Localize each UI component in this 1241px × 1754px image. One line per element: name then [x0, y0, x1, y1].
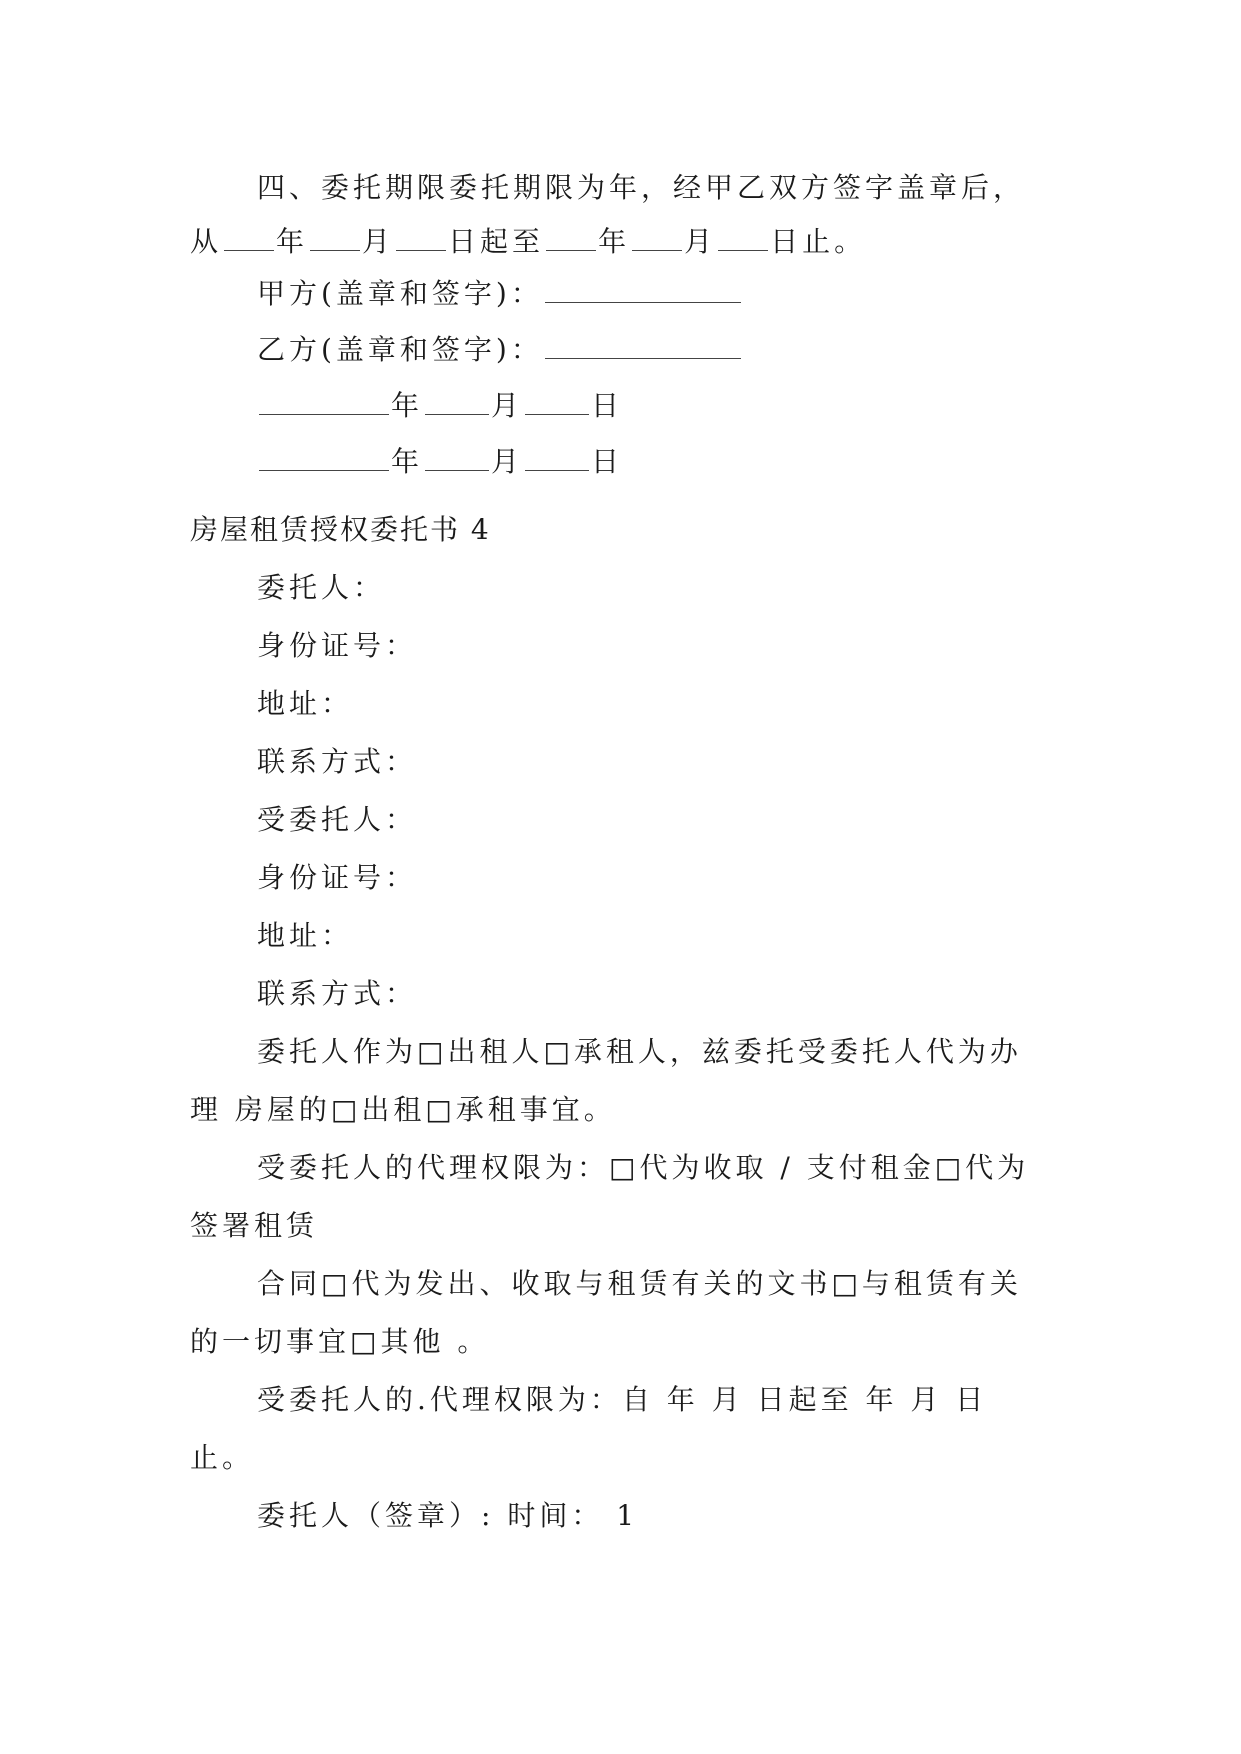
date-line-1 — [257, 386, 1137, 426]
agent-address-label: 地址： — [257, 919, 354, 952]
delegation-paragraph-line-2: 理 房屋的□出租□承租事宜。 — [190, 1093, 616, 1126]
date2-year-blank — [259, 448, 389, 471]
section-title: 房屋租赁授权委托书 4 — [190, 513, 491, 546]
principal-contact-label: 联系方式： — [257, 745, 418, 778]
month-label: 月 — [684, 225, 717, 258]
party-a-label: 甲方(盖章和签字)： — [257, 277, 543, 310]
authority-period-line-1: 受委托人的.代理权限为：自 年 月 日起至 年 月 日 — [257, 1383, 988, 1416]
party-b-label: 乙方(盖章和签字)： — [257, 333, 543, 366]
authority-paragraph-line-1: 受委托人的代理权限为：□代为收取 / 支付租金□代为 — [257, 1151, 1030, 1184]
principal-signature-line: 委托人（签章）: 时间： 1 — [257, 1499, 639, 1532]
date1-month-blank — [425, 392, 489, 415]
start-year-blank — [224, 228, 274, 251]
date1-year-blank — [259, 392, 389, 415]
date-line-2 — [257, 442, 1137, 482]
year-label: 年 — [391, 389, 424, 422]
date2-month-blank — [425, 448, 489, 471]
start-month-blank — [310, 228, 360, 251]
year-label: 年 — [276, 225, 309, 258]
month-label: 月 — [362, 225, 395, 258]
party-b-signature-blank — [545, 336, 741, 359]
agent-id-label: 身份证号： — [257, 861, 418, 894]
principal-label: 委托人： — [257, 571, 386, 604]
party-a-signature-blank — [545, 280, 741, 303]
principal-id-label: 身份证号： — [257, 629, 418, 662]
end-day-blank — [718, 228, 768, 251]
date1-day-blank — [525, 392, 589, 415]
month-label: 月 — [491, 445, 524, 478]
day-end-label: 日止。 — [770, 225, 867, 258]
end-year-blank — [546, 228, 596, 251]
day-label: 日 — [591, 389, 624, 422]
authority-paragraph-line-3: 合同□代为发出、收取与租赁有关的文书□与租赁有关 — [257, 1267, 1022, 1300]
delegation-paragraph-line-1: 委托人作为□出租人□承租人，兹委托受委托人代为办 — [257, 1035, 1022, 1068]
authority-paragraph-line-4: 的一切事宜□其他 。 — [190, 1325, 490, 1358]
from-label: 从 — [190, 225, 223, 258]
term-clause-text: 四、委托期限委托期限为年，经甲乙双方签字盖章后， — [257, 171, 1026, 204]
year-label: 年 — [391, 445, 424, 478]
term-clause-line — [257, 168, 1137, 208]
agent-contact-label: 联系方式： — [257, 977, 418, 1010]
party-a-signature-line — [257, 274, 1137, 314]
authority-paragraph-line-2: 签署租赁 — [190, 1209, 319, 1242]
end-month-blank — [632, 228, 682, 251]
day-from-to-label: 日起至 — [448, 225, 545, 258]
term-dates-line — [190, 222, 1070, 262]
day-label: 日 — [591, 445, 624, 478]
year-label: 年 — [598, 225, 631, 258]
principal-address-label: 地址： — [257, 687, 354, 720]
month-label: 月 — [491, 389, 524, 422]
authority-period-line-2: 止。 — [190, 1441, 255, 1474]
agent-label: 受委托人： — [257, 803, 418, 836]
date2-day-blank — [525, 448, 589, 471]
start-day-blank — [396, 228, 446, 251]
party-b-signature-line — [257, 330, 1137, 370]
